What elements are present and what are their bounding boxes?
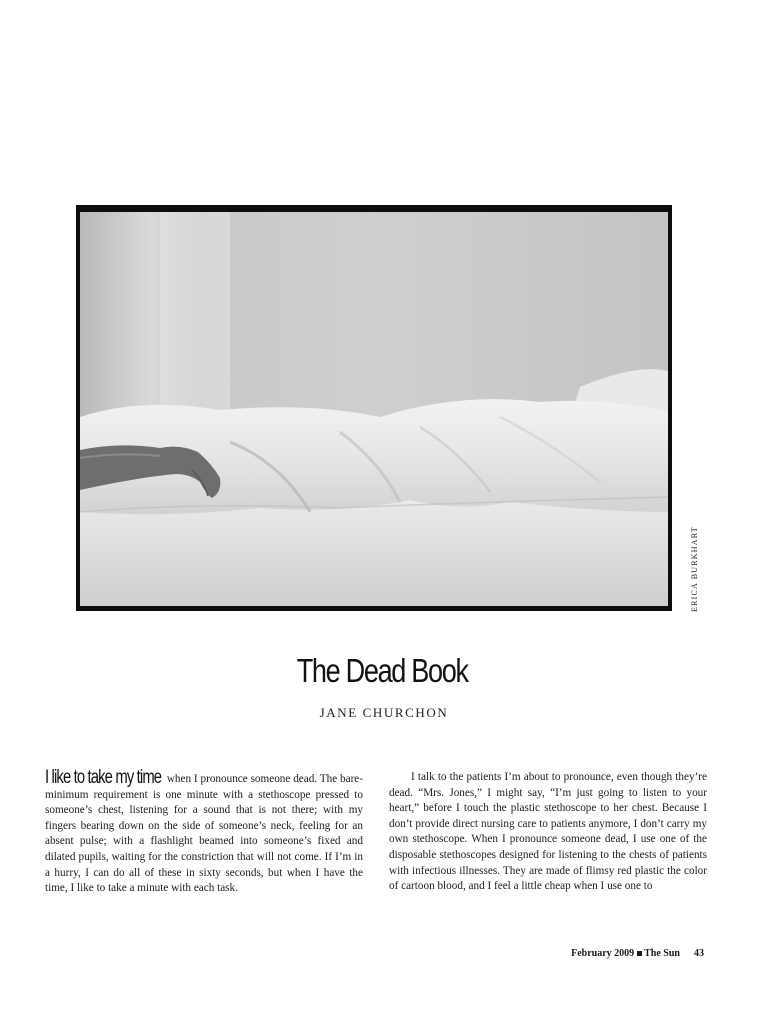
opening-paragraph bbox=[45, 767, 363, 897]
article-column-left bbox=[45, 767, 363, 897]
author-byline: JANE CHURCHON bbox=[319, 705, 449, 720]
issue-date: February 2009 bbox=[571, 948, 635, 959]
article-column-right bbox=[389, 770, 707, 895]
page-number: 43 bbox=[694, 948, 704, 959]
photo-image-area bbox=[80, 212, 668, 606]
article-photo bbox=[76, 205, 672, 611]
photo-credit: ERICA BURKHART bbox=[690, 526, 699, 612]
second-paragraph: I talk to the patients I’m about to pronounce, even though they’re dead. “Mrs. Jones,” I might say, “I’m just going to listen to your heart,” before I touch the plastic stethoscope to her chest. Because I don’t provide direct nursing care to patients anymore, I don’t carry my own stethoscope. When I pronounce someone dead, I use one of the disposable stethoscopes designed for listening to the chests of patients with infectious illnesses. They are made of flimsy red plastic the color of cartoon blood, and I feel a little cheap when I use one to bbox=[389, 771, 707, 893]
photo-bed-scene bbox=[80, 212, 668, 606]
article-title: The Dead Book bbox=[296, 652, 468, 689]
lead-in-phrase: I like to take my time bbox=[45, 767, 162, 788]
magazine-name: The Sun bbox=[644, 948, 680, 959]
opening-paragraph-text: when I pronounce someone dead. The bare-minimum requirement is one minute with a stethoscope pressed to someone’s chest, listening for a sound that is not there; with my fingers bearing down on the side of someone’s neck, feeling for an absent pulse; with a flashlight beamed into someone’s fixed and dilated pupils, waiting for the constriction that will not come. If I’m in a hurry, I can do all of these in sixty seconds, but when I have the time, I like to take a minute with each task. bbox=[45, 773, 363, 895]
separator-square-icon bbox=[637, 951, 642, 956]
page-footer bbox=[571, 948, 704, 959]
